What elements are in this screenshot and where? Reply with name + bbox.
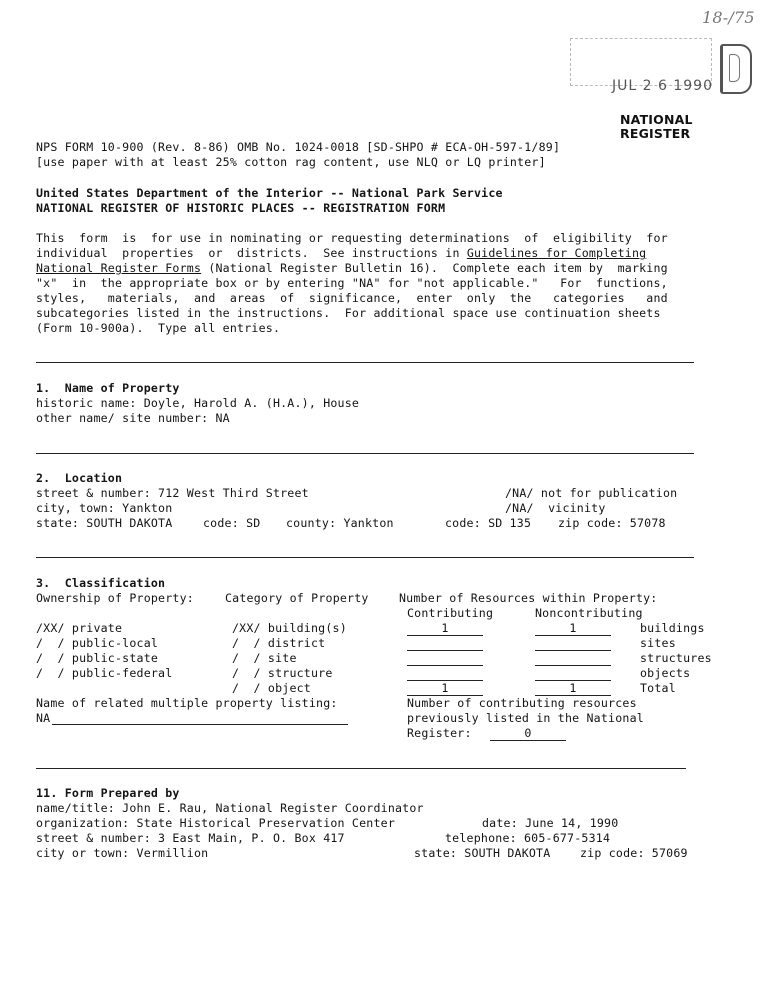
preparer-state-field: state: SOUTH DAKOTA <box>414 846 551 860</box>
contributing-total: 1 <box>441 681 449 695</box>
organization-field: organization: State Historical Preservation Center <box>36 816 396 830</box>
resource-type-sites: sites <box>640 636 676 650</box>
previously-listed-label-1: Number of contributing resources <box>407 696 637 710</box>
instructions-line-1: This form is for use in nominating or requesting determinations of eligibility for <box>36 231 668 245</box>
preparer-street-field: street & number: 3 East Main, P. O. Box 417 <box>36 831 345 845</box>
resource-type-structures: structures <box>640 651 712 665</box>
contributing-buildings: 1 <box>441 621 449 635</box>
preparer-name-field: name/title: John E. Rau, National Register Coordinator <box>36 801 424 815</box>
form-number-line: NPS FORM 10-900 (Rev. 8-86) OMB No. 1024-0018 [SD-SHPO # ECA-OH-597-1/89] <box>36 140 561 154</box>
contributing-blank <box>407 635 483 636</box>
date-field: date: June 14, 1990 <box>482 816 619 830</box>
related-listing-value: NA <box>36 711 51 725</box>
related-listing-label: Name of related multiple property listing: <box>36 696 338 710</box>
related-listing-blank <box>52 724 348 725</box>
instructions-text: individual properties or districts. See instructions in <box>36 246 467 260</box>
instructions-line-2 <box>36 246 646 260</box>
noncontributing-blank <box>535 665 611 666</box>
preparer-city-field: city or town: Vermillion <box>36 846 209 860</box>
noncontributing-blank <box>535 650 611 651</box>
section-divider <box>36 453 694 454</box>
ownership-private: /XX/ private <box>36 621 123 635</box>
not-for-publication-field: /NA/ not for publication <box>505 486 678 500</box>
ownership-label: Ownership of Property: <box>36 591 194 605</box>
section-1-heading: 1. Name of Property <box>36 381 180 395</box>
resource-type-total: Total <box>640 681 676 695</box>
received-stamp-letter <box>720 44 752 94</box>
historic-name-field: historic name: Doyle, Harold A. (H.A.), House <box>36 396 360 410</box>
resources-label: Number of Resources within Property: <box>399 591 658 605</box>
previously-listed-blank <box>490 740 566 741</box>
contributing-label: Contributing <box>407 606 494 620</box>
register-form-title: NATIONAL REGISTER OF HISTORIC PLACES -- REGISTRATION FORM <box>36 201 446 215</box>
ownership-public-federal: / / public-federal <box>36 666 173 680</box>
instructions-text: (National Register Bulletin 16). Complete each item by marking <box>201 261 668 275</box>
contributing-blank <box>407 650 483 651</box>
telephone-field: telephone: 605-677-5314 <box>445 831 611 845</box>
resource-type-buildings: buildings <box>640 621 705 635</box>
previously-listed-value: 0 <box>524 726 532 740</box>
category-structure: / / structure <box>232 666 333 680</box>
city-field: city, town: Yankton <box>36 501 173 515</box>
instructions-line-7: (Form 10-900a). Type all entries. <box>36 321 281 335</box>
guidelines-link: Guidelines for Completing <box>466 246 647 260</box>
state-code-field: code: SD <box>203 516 261 530</box>
street-field: street & number: 712 West Third Street <box>36 486 309 500</box>
instructions-line-3 <box>36 261 668 275</box>
stamp-national-label: NATIONAL <box>620 112 693 127</box>
state-field: state: SOUTH DAKOTA <box>36 516 173 530</box>
category-district: / / district <box>232 636 326 650</box>
section-divider <box>36 768 686 769</box>
resource-type-objects: objects <box>640 666 691 680</box>
section-3-heading: 3. Classification <box>36 576 166 590</box>
paper-note: [use paper with at least 25% cotton rag content, use NLQ or LQ printer] <box>36 155 546 169</box>
section-2-heading: 2. Location <box>36 471 123 485</box>
vicinity-field: /NA/ vicinity <box>505 501 606 515</box>
contributing-blank <box>407 665 483 666</box>
noncontributing-blank <box>535 635 611 636</box>
category-site: / / site <box>232 651 297 665</box>
zip-field: zip code: 57078 <box>558 516 666 530</box>
ownership-public-local: / / public-local <box>36 636 159 650</box>
county-code-field: code: SD 135 <box>445 516 532 530</box>
category-buildings: /XX/ building(s) <box>232 621 347 635</box>
preparer-zip-field: zip code: 57069 <box>580 846 688 860</box>
department-title: United States Department of the Interior -- National Park Service <box>36 186 503 200</box>
noncontributing-label: Noncontributing <box>535 606 643 620</box>
section-divider <box>36 557 694 558</box>
instructions-line-6: subcategories listed in the instructions. For additional space use continuation sheets <box>36 306 661 320</box>
previously-listed-label-3: Register: <box>407 726 472 740</box>
category-label: Category of Property <box>225 591 369 605</box>
instructions-line-4: "x" in the appropriate box or by entering "NA" for "not applicable." For functions, <box>36 276 668 290</box>
noncontributing-total: 1 <box>569 681 577 695</box>
noncontributing-buildings: 1 <box>569 621 577 635</box>
bulletin-link: National Register Forms <box>36 261 202 275</box>
previously-listed-label-2: previously listed in the National <box>407 711 644 725</box>
county-field: county: Yankton <box>286 516 394 530</box>
section-divider <box>36 362 694 363</box>
category-object: / / object <box>232 681 311 695</box>
stamp-register-label: REGISTER <box>620 126 691 141</box>
other-name-field: other name/ site number: NA <box>36 411 230 425</box>
instructions-line-5: styles, materials, and areas of significance, enter only the categories and <box>36 291 668 305</box>
section-11-heading: 11. Form Prepared by <box>36 786 180 800</box>
received-stamp-date: JUL 2 6 1990 <box>612 78 713 94</box>
handwritten-note: 18-/75 <box>702 8 755 27</box>
ownership-public-state: / / public-state <box>36 651 159 665</box>
